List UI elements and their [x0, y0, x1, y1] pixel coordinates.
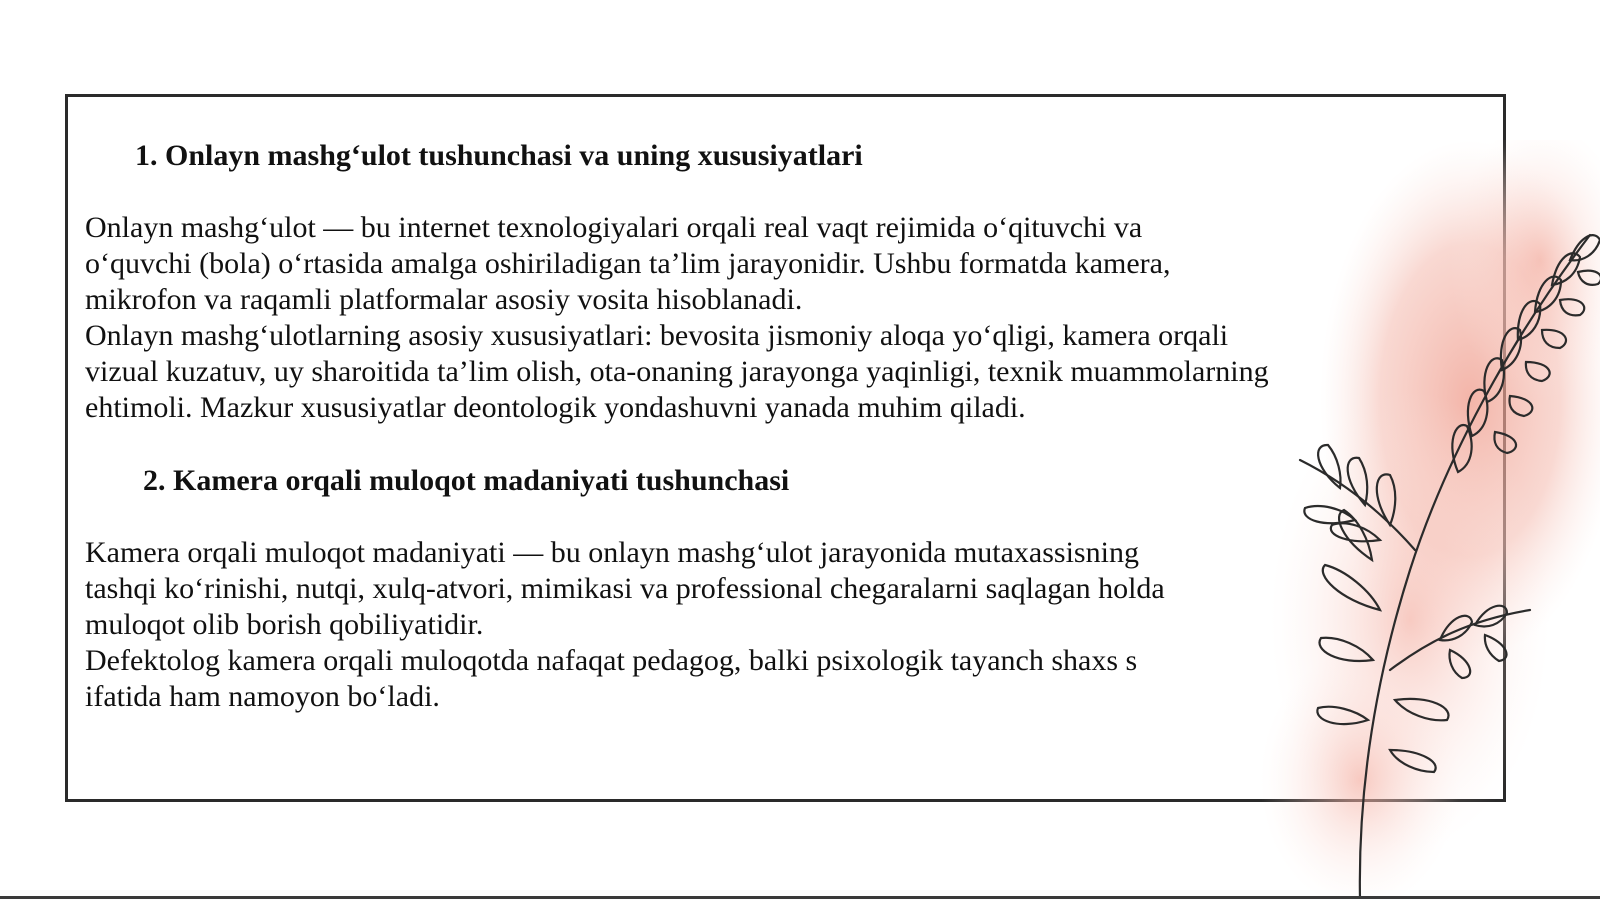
slide-content [85, 138, 1425, 715]
section-2-paragraph-1: Kamera orqali muloqot madaniyati — bu onlayn mashg‘ulot jarayonida mutaxassisning tashqi ko‘rinishi, nutqi, xulq-atvori, mimikasi va professional chegaralarni saqlagan holda muloqot olib borish qobiliyatidir. [85, 536, 1165, 641]
section-1-paragraph-2: Onlayn mashg‘ulotlarning asosiy xususiyatlari: bevosita jismoniy aloqa yo‘qligi, kamera orqali vizual kuzatuv, uy sharoitida ta’lim olish, ota-onaning jarayonga yaqinligi, texnik muammolarning ehtimoli. Mazkur xususiyatlar deontologik yondashuvni yanada muhim qiladi. [85, 319, 1269, 424]
section-2-heading: 2. Kamera orqali muloqot madaniyati tushunchasi [143, 464, 790, 497]
section-2-paragraph-2: Defektolog kamera orqali muloqotda nafaqat pedagog, balki psixologik tayanch shaxs s ifatida ham namoyon bo‘ladi. [85, 644, 1138, 713]
section-1-heading: 1. Onlayn mashg‘ulot tushunchasi va uning xususiyatlari [135, 139, 863, 172]
section-1-paragraph-1: Onlayn mashg‘ulot — bu internet texnologiyalari orqali real vaqt rejimida o‘qituvchi va o‘quvchi (bola) o‘rtasida amalga oshiriladigan ta’lim jarayonidir. Ushbu formatda kamera, mikrofon va raqamli platformalar asosiy vosita hisoblanadi. [85, 211, 1171, 316]
